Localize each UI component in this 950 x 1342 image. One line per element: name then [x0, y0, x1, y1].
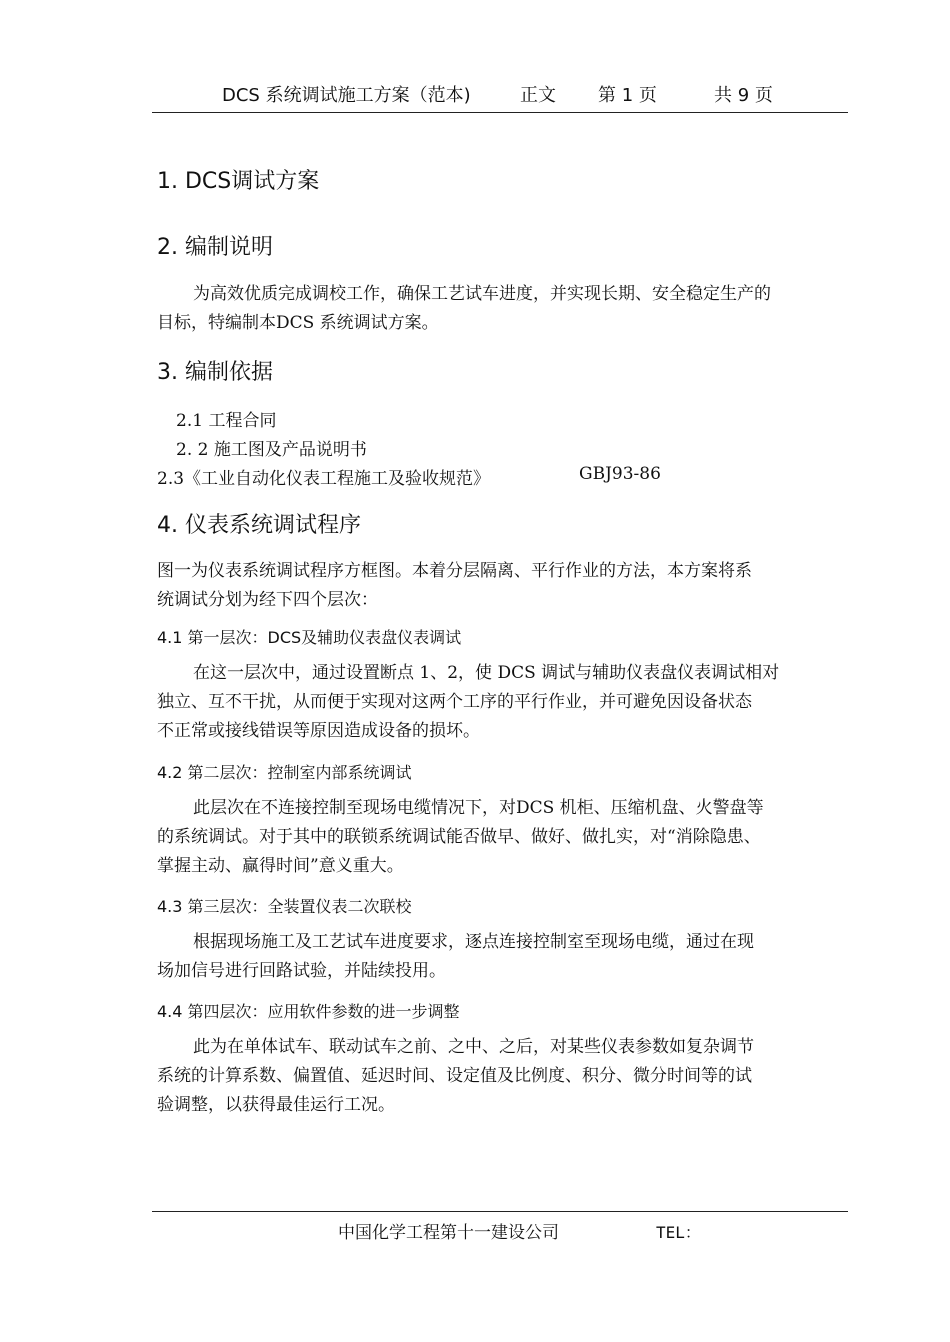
footer-rule [152, 1211, 848, 1212]
footer-company: 中国化学工程第十一建设公司 [338, 1223, 559, 1243]
heading-section-4: 4. 仪表系统调试程序 [157, 513, 361, 538]
heading-section-3: 3. 编制依据 [157, 360, 273, 385]
footer-tel: TEL： [656, 1223, 701, 1242]
paragraph-procedure-intro: 图一为仪表系统调试程序方框图。本着分层隔离、平行作业的方法，本方案将系 统调试分划为经下四个层次： [157, 561, 752, 610]
list-item: 2.1 工程合同 [176, 411, 277, 431]
heading-section-2: 2. 编制说明 [157, 235, 273, 260]
list-item: 2. 2 施工图及产品说明书 [176, 440, 367, 460]
list-item: 2.3《工业自动化仪表工程施工及验收规范》 [157, 469, 491, 489]
paragraph-4-4: 此为在单体试车、联动试车之前、之中、之后，对某些仪表参数如复杂调节 系统的计算系数、偏置值、延迟时间、设定值及比例度、积分、微分时间等的试 验调整，以获得最佳运行工况。 [157, 1037, 754, 1115]
paragraph-4-2: 此层次在不连接控制至现场电缆情况下，对DCS 机柜、压缩机盘、火警盘等 的系统调试。对于其中的联锁系统调试能否做早、做好、做扎实，对“消除隐患、 掌握主动、赢得时间”意义重大。 [157, 798, 764, 876]
header-rule [152, 112, 848, 113]
header-title: DCS 系统调试施工方案（范本) [222, 85, 471, 106]
header-section: 正文 [520, 85, 556, 106]
subheading-4-3: 4.3 第三层次：全装置仪表二次联校 [157, 897, 412, 916]
header-total-pages: 共 9 页 [714, 85, 773, 106]
paragraph-4-1: 在这一层次中，通过设置断点 1、2，使 DCS 调试与辅助仪表盘仪表调试相对 独立、互不干扰，从而便于实现对这两个工序的平行作业，并可避免因设备状态 不正常或接线错误等原因造成设备的损坏。 [157, 663, 780, 741]
subheading-4-1: 4.1 第一层次：DCS及辅助仪表盘仪表调试 [157, 628, 462, 647]
subheading-4-2: 4.2 第二层次：控制室内部系统调试 [157, 763, 412, 782]
heading-section-1: 1. DCS调试方案 [157, 169, 320, 194]
standard-code: GBJ93-86 [579, 464, 661, 484]
header-page-number: 第 1 页 [598, 85, 657, 106]
paragraph-compile-description: 为高效优质完成调校工作，确保工艺试车进度，并实现长期、安全稳定生产的 目标，特编制本DCS 系统调试方案。 [157, 284, 771, 333]
subheading-4-4: 4.4 第四层次：应用软件参数的进一步调整 [157, 1002, 460, 1021]
paragraph-4-3: 根据现场施工及工艺试车进度要求，逐点连接控制室至现场电缆，通过在现 场加信号进行回路试验，并陆续投用。 [157, 932, 754, 981]
